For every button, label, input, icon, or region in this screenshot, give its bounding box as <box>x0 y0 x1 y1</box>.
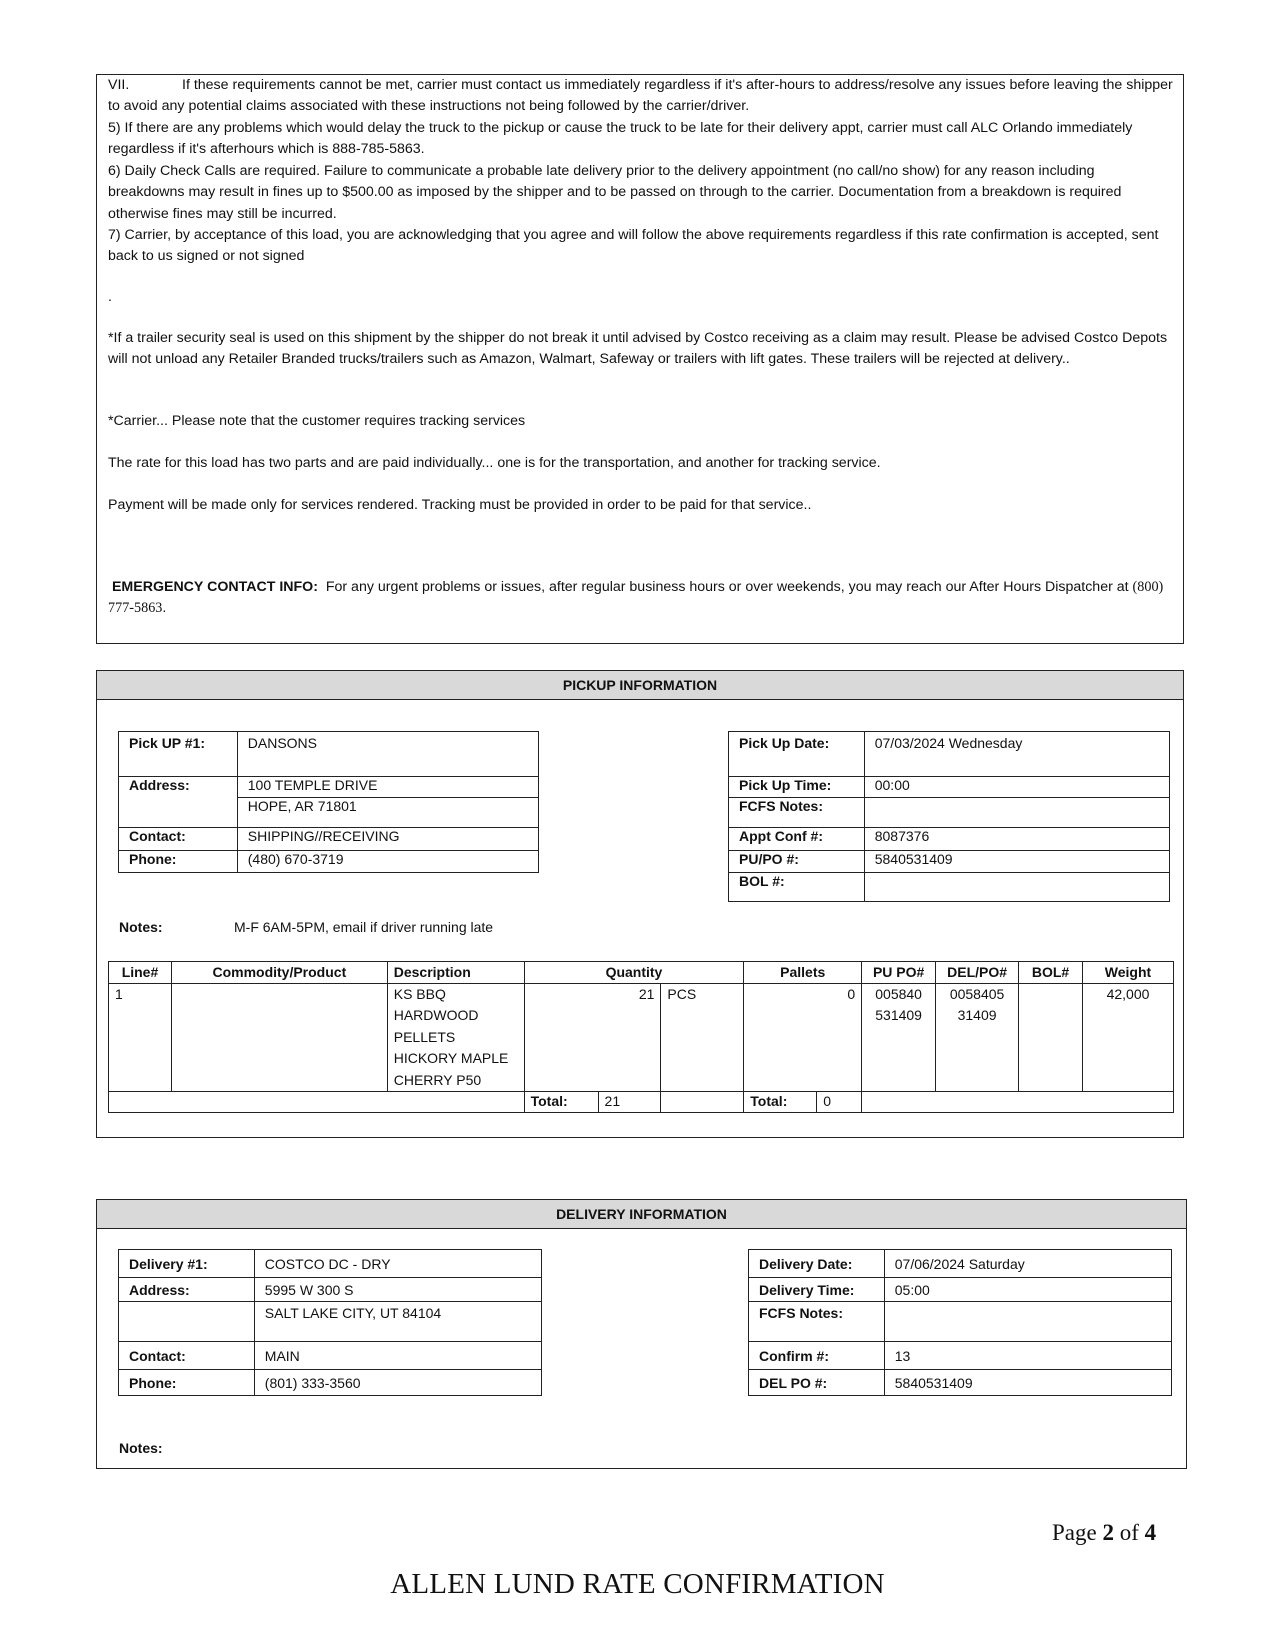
page-total: 4 <box>1144 1520 1157 1545</box>
delivery-time-label: Delivery Time: <box>749 1278 885 1302</box>
delivery-phone-value: (801) 333-3560 <box>254 1370 541 1396</box>
pickup-date-value: 07/03/2024 Wednesday <box>864 732 1169 777</box>
row-quantity: 21 <box>524 984 661 1092</box>
delivery-date-label: Delivery Date: <box>749 1250 885 1278</box>
document-title: ALLEN LUND RATE CONFIRMATION <box>390 1568 885 1600</box>
pickup-appt-value: 8087376 <box>864 828 1169 851</box>
row-line: 1 <box>109 984 172 1092</box>
col-commodity: Commodity/Product <box>171 962 387 984</box>
term-item-5: 5) If there are any problems which would delay the truck to the pickup or cause the truck to be late for their delivery appt, carrier must call ALC Orlando immediately regardless if it's afterhours which is 888-785-5863. <box>108 120 1133 158</box>
delivery-confirm-value: 13 <box>884 1342 1171 1370</box>
row-description <box>387 984 524 1092</box>
rate-note: The rate for this load has two parts and are paid individually... one is for the transportation, and another for tracking service. <box>108 455 881 471</box>
emergency-end: . <box>162 600 167 617</box>
row-del-po-line1: 0058405 <box>949 986 1005 1002</box>
pickup-heading: PICKUP INFORMATION <box>97 671 1183 700</box>
delivery-date-value: 07/06/2024 Saturday <box>884 1250 1171 1278</box>
qty-total-value: 21 <box>598 1092 661 1113</box>
term-vii-number: VII. <box>108 77 130 93</box>
delivery-address-line1: 5995 W 300 S <box>254 1278 541 1302</box>
delivery-section <box>96 1199 1187 1469</box>
tracking-note: *Carrier... Please note that the customer requires tracking services <box>108 413 526 429</box>
col-pallets: Pallets <box>744 962 862 984</box>
term-vii-text: If these requirements cannot be met, carrier must contact us immediately regardless if it's after-hours to address/resolve any issues before leaving the shipper to avoid any potential claims associated with these instructions not being followed by the carrier/driver. <box>108 77 1173 115</box>
row-pu-po <box>862 984 936 1092</box>
row-description-line4: HICKORY MAPLE <box>393 1050 509 1067</box>
row-unit: PCS <box>661 984 744 1092</box>
pickup-notes-value: M-F 6AM-5PM, email if driver running late <box>234 919 494 935</box>
totals-blank <box>109 1092 525 1113</box>
pickup-section <box>96 670 1184 1138</box>
row-pu-po-line2: 531409 <box>875 1007 922 1024</box>
row-pallets: 0 <box>744 984 862 1092</box>
qty-total-label: Total: <box>524 1092 598 1113</box>
emergency-contact <box>108 577 1173 620</box>
term-dot: . <box>108 289 112 305</box>
pickup-date-label: Pick Up Date: <box>729 732 865 777</box>
emergency-phone: (800) 777-5863 <box>108 579 1164 617</box>
delivery-schedule-table <box>748 1249 1172 1396</box>
pickup-fcfs-value <box>864 798 1169 828</box>
row-weight: 42,000 <box>1083 984 1174 1092</box>
col-quantity: Quantity <box>524 962 744 984</box>
term-item-6: 6) Daily Check Calls are required. Failure to communicate a probable late delivery prior to the delivery appointment (no call/no show) for any reason including breakdowns may result in fines up to $500.00 as imposed by the shipper and to be passed on through to the carrier. Documentation from a breakdown is required otherwise fines may still be incurred. <box>108 163 1122 222</box>
pickup-address-line1: 100 TEMPLE DRIVE <box>237 777 538 798</box>
terms-section <box>96 74 1184 644</box>
pallet-total-value: 0 <box>817 1092 862 1113</box>
totals-trailing-blank <box>862 1092 1174 1113</box>
row-del-po-line2: 31409 <box>957 1007 997 1024</box>
pickup-contact-label: Contact: <box>119 828 238 851</box>
seal-note: *If a trailer security seal is used on this shipment by the shipper do not break it until advised by Costco receiving as a claim may result. Please be advised Costco Depots will not unload any Retailer Branded trucks/trailers such as Amazon, Walmart, Safeway or trailers with lift gates. These trailers will be rejected at delivery.. <box>108 330 1168 368</box>
row-commodity <box>171 984 387 1092</box>
pickup-time-label: Pick Up Time: <box>729 777 865 798</box>
delivery-contact-label: Contact: <box>119 1342 255 1370</box>
delivery-address-line2: SALT LAKE CITY, UT 84104 <box>254 1302 541 1342</box>
row-description-line2: HARDWOOD <box>393 1007 479 1024</box>
pickup-schedule-table <box>728 731 1170 902</box>
emergency-label: EMERGENCY CONTACT INFO: <box>111 579 318 595</box>
delivery-fcfs-value <box>884 1302 1171 1342</box>
term-vii <box>108 75 1173 118</box>
term-item-7: 7) Carrier, by acceptance of this load, you are acknowledging that you agree and will follow the above requirements regardless if this rate confirmation is accepted, sent back to us signed or not signed <box>108 227 1159 265</box>
pickup-number-value: DANSONS <box>237 732 538 777</box>
delivery-address-label: Address: <box>119 1278 255 1302</box>
col-weight: Weight <box>1083 962 1174 984</box>
pickup-address-label: Address: <box>119 777 238 798</box>
pickup-fcfs-label: FCFS Notes: <box>729 798 865 828</box>
delivery-location-table <box>118 1249 542 1396</box>
payment-note: Payment will be made only for services rendered. Tracking must be provided in order to be paid for that service.. <box>108 497 812 513</box>
delivery-confirm-label: Confirm #: <box>749 1342 885 1370</box>
col-pu-po: PU PO# <box>862 962 936 984</box>
col-del-po: DEL/PO# <box>936 962 1019 984</box>
pickup-number-label: Pick UP #1: <box>119 732 238 777</box>
table-row <box>109 984 1174 1092</box>
delivery-address-blank <box>119 1302 255 1342</box>
pickup-bol-value <box>864 873 1169 902</box>
page-of: of <box>1119 1520 1139 1545</box>
pickup-bol-label: BOL #: <box>729 873 865 902</box>
pickup-pupo-label: PU/PO #: <box>729 851 865 873</box>
pickup-contact-value: SHIPPING//RECEIVING <box>237 828 538 851</box>
pickup-location-table <box>118 731 539 873</box>
delivery-delpo-label: DEL PO #: <box>749 1370 885 1396</box>
delivery-fcfs-label: FCFS Notes: <box>749 1302 885 1342</box>
col-line: Line# <box>109 962 172 984</box>
col-description: Description <box>387 962 524 984</box>
page-number <box>1052 1520 1156 1546</box>
delivery-contact-value: MAIN <box>254 1342 541 1370</box>
delivery-phone-label: Phone: <box>119 1370 255 1396</box>
row-del-po <box>936 984 1019 1092</box>
totals-row <box>109 1092 1174 1113</box>
page-word: Page <box>1052 1520 1097 1545</box>
pickup-lines-table <box>108 961 1174 1113</box>
row-pu-po-line1: 005840 <box>875 986 922 1002</box>
delivery-time-value: 05:00 <box>884 1278 1171 1302</box>
qty-total-blank <box>661 1092 744 1113</box>
pickup-address-line2: HOPE, AR 71801 <box>237 798 538 828</box>
pickup-notes-label: Notes: <box>119 919 163 935</box>
row-description-line1: KS BBQ <box>393 986 446 1002</box>
emergency-text: For any urgent problems or issues, after regular business hours or over weekends, you may reach our After Hours Dispatcher at <box>325 579 1129 595</box>
pickup-pupo-value: 5840531409 <box>864 851 1169 873</box>
delivery-delpo-value: 5840531409 <box>884 1370 1171 1396</box>
pickup-appt-label: Appt Conf #: <box>729 828 865 851</box>
pickup-address-blank <box>119 798 238 828</box>
row-description-line3: PELLETS <box>393 1028 456 1045</box>
delivery-heading: DELIVERY INFORMATION <box>97 1200 1186 1229</box>
page-current: 2 <box>1102 1520 1114 1545</box>
col-bol: BOL# <box>1019 962 1083 984</box>
row-description-line5: CHERRY P50 <box>393 1071 482 1088</box>
pallet-total-label: Total: <box>744 1092 817 1113</box>
delivery-number-label: Delivery #1: <box>119 1250 255 1278</box>
row-bol <box>1019 984 1083 1092</box>
pickup-time-value: 00:00 <box>864 777 1169 798</box>
pickup-phone-label: Phone: <box>119 851 238 873</box>
pickup-phone-value: (480) 670-3719 <box>237 851 538 873</box>
delivery-number-value: COSTCO DC - DRY <box>254 1250 541 1278</box>
delivery-notes-label: Notes: <box>119 1440 163 1456</box>
